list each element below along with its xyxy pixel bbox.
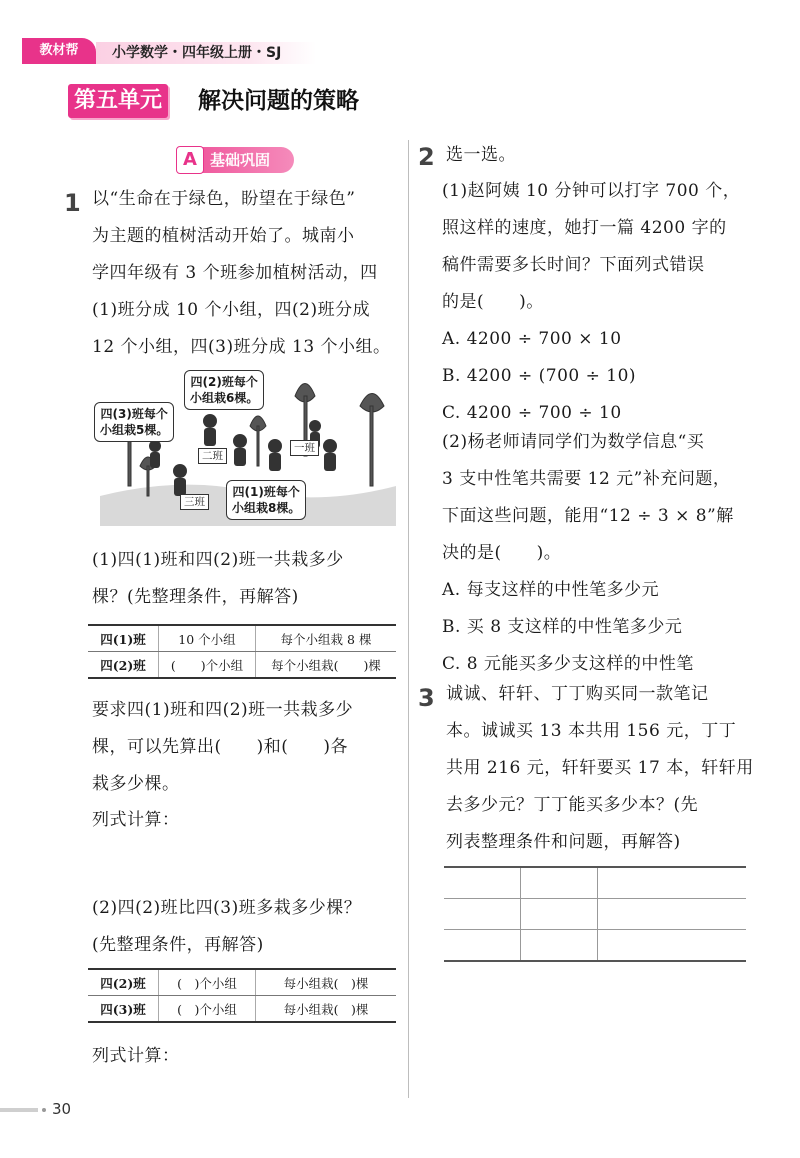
publisher-badge: 教材帮 [22, 38, 96, 64]
text-line: 棵？(先整理条件，再解答) [92, 587, 299, 607]
text-line: 3 支中性笔共需要 12 元”补充问题， [442, 469, 731, 489]
table-cell: 每小组栽( )棵 [256, 996, 397, 1023]
text-line: 列表整理条件和问题，再解答) [446, 832, 681, 852]
text-line: 以“生命在于绿色，盼望在于绿色” [92, 189, 356, 209]
text-line: 诚诚、轩轩、丁丁购买同一款笔记 [446, 684, 709, 704]
text-line: 12 个小组，四(3)班分成 13 个小组。 [92, 337, 391, 357]
text-line: (先整理条件，再解答) [92, 935, 264, 955]
option-b: B. 4200 ÷ (700 ÷ 10) [442, 366, 637, 386]
table-cell: ( )个小组 [159, 969, 256, 996]
table-cell[interactable] [598, 867, 747, 899]
unit-badge: 第五单元 [68, 84, 168, 118]
unit-title: 解决问题的策略 [198, 88, 359, 114]
callout-class-1 [226, 480, 306, 520]
q1-part2-table [88, 968, 396, 1023]
q3-answer-table [444, 866, 746, 962]
table-cell: 四(3)班 [88, 996, 159, 1023]
callout-class-3 [94, 402, 174, 442]
table-cell: 每小组栽( )棵 [256, 969, 397, 996]
q1-part2-calc-label: 列式计算： [92, 1046, 180, 1066]
table-cell: 每个小组栽( )棵 [256, 652, 397, 679]
page-number: 30 [52, 1100, 72, 1118]
question-3-text [446, 676, 754, 861]
sign-class-3: 三班 [180, 494, 209, 510]
text-line: 学四年级有 3 个班参加植树活动，四 [92, 263, 378, 283]
table-cell[interactable] [444, 930, 521, 962]
text-line: 本。诚诚买 13 本共用 156 元，丁丁 [446, 721, 737, 741]
text-line: 要求四(1)班和四(2)班一共栽多少 [92, 700, 354, 720]
q1-part1-calc-label: 列式计算： [92, 810, 180, 830]
question-2-title: 选一选。 [446, 145, 516, 165]
table-cell[interactable] [598, 930, 747, 962]
question-1-number: 1 [64, 189, 81, 217]
table-cell[interactable] [598, 899, 747, 930]
table-cell: ( )个小组 [159, 996, 256, 1023]
text-line: 栽多少棵。 [92, 774, 180, 794]
table-row [444, 867, 746, 899]
table-cell: 四(2)班 [88, 969, 159, 996]
text-line: 棵，可以先算出( )和( )各 [92, 737, 349, 757]
callout-class-2 [184, 370, 264, 410]
sign-class-2: 二班 [198, 448, 227, 464]
section-label: 基础巩固 [210, 151, 271, 169]
table-cell: 每个小组栽 8 棵 [256, 625, 397, 652]
table-row [88, 652, 396, 679]
text-line: (2)四(2)班比四(3)班多栽多少棵？ [92, 898, 362, 918]
text-line: 共用 216 元，轩轩要买 17 本，轩轩用 [446, 758, 754, 778]
callout-line: 四(3)班每个 [100, 407, 168, 421]
callout-line: 四(2)班每个 [190, 375, 258, 389]
text-line: 为主题的植树活动开始了。城南小 [92, 226, 355, 246]
table-cell: 四(1)班 [88, 625, 159, 652]
q1-part2-question [92, 890, 361, 964]
option-c: C. 4200 ÷ 700 ÷ 10 [442, 403, 622, 423]
q2-part1 [442, 173, 740, 432]
text-line: 的是( )。 [442, 292, 544, 312]
footer-dot [42, 1108, 46, 1112]
option-c: C. 8 元能买多少支这样的中性笔 [442, 654, 694, 674]
table-cell: ( )个小组 [159, 652, 256, 679]
callout-line: 小组栽5棵。 [100, 423, 169, 437]
sign-class-1: 一班 [290, 440, 319, 456]
option-a: A. 4200 ÷ 700 × 10 [442, 329, 622, 349]
callout-line: 小组栽8棵。 [232, 501, 301, 515]
question-2-number: 2 [418, 143, 435, 171]
text-line: (1)班分成 10 个小组，四(2)班分成 [92, 300, 371, 320]
table-cell[interactable] [521, 930, 598, 962]
book-title: 小学数学・四年级上册・SJ [112, 45, 282, 61]
text-line: 下面这些问题，能用“12 ÷ 3 × 8”解 [442, 506, 734, 526]
option-b: B. 买 8 支这样的中性笔多少元 [442, 617, 683, 637]
text-line: 照这样的速度，她打一篇 4200 字的 [442, 218, 727, 238]
table-row [88, 969, 396, 996]
table-cell[interactable] [521, 899, 598, 930]
tree-planting-illustration [100, 366, 396, 526]
callout-line: 小组栽6棵。 [190, 391, 259, 405]
text-line: 稿件需要多长时间？下面列式错误 [442, 255, 705, 275]
text-line: (1)四(1)班和四(2)班一共栽多少 [92, 550, 344, 570]
table-row [444, 930, 746, 962]
table-cell[interactable] [444, 899, 521, 930]
q1-part1-question [92, 542, 344, 616]
text-line: 决的是( )。 [442, 543, 562, 563]
q1-part1-hint [92, 692, 353, 803]
section-letter: A [176, 146, 204, 174]
text-line: 去多少元？丁丁能买多少本？(先 [446, 795, 699, 815]
table-row [88, 996, 396, 1023]
table-cell: 10 个小组 [159, 625, 256, 652]
table-row [444, 899, 746, 930]
text-line: (2)杨老师请同学们为数学信息“买 [442, 432, 705, 452]
q1-part1-table [88, 624, 396, 679]
option-a: A. 每支这样的中性笔多少元 [442, 580, 660, 600]
column-divider [408, 140, 409, 1098]
q2-part2 [442, 424, 734, 683]
question-1-text [92, 181, 391, 366]
question-3-number: 3 [418, 684, 435, 712]
table-row [88, 625, 396, 652]
callout-line: 四(1)班每个 [232, 485, 300, 499]
footer-bar [0, 1108, 38, 1112]
text-line: (1)赵阿姨 10 分钟可以打字 700 个， [442, 181, 741, 201]
table-cell: 四(2)班 [88, 652, 159, 679]
table-cell[interactable] [521, 867, 598, 899]
table-cell[interactable] [444, 867, 521, 899]
